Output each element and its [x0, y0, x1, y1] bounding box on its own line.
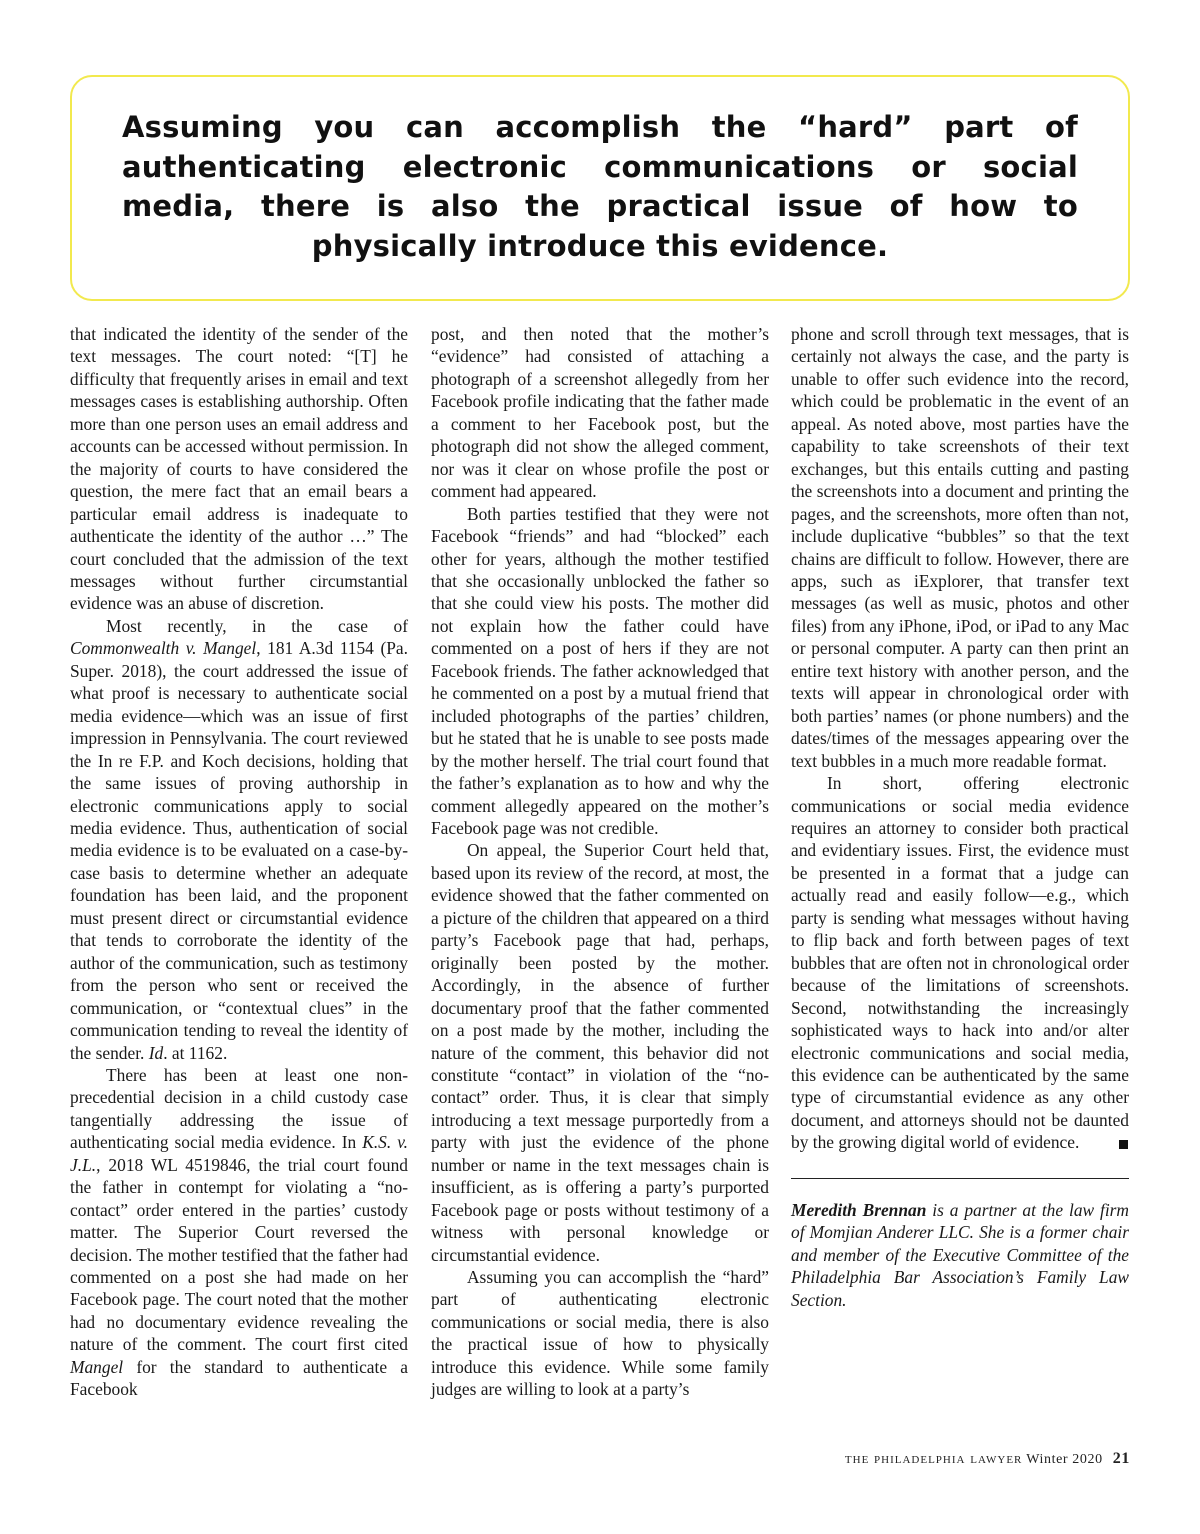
text-run: for the standard to authenticate a Facebook — [70, 1356, 408, 1400]
divider — [791, 1178, 1129, 1179]
paragraph — [70, 1064, 408, 1401]
paragraph: post, and then noted that the mother’s “evidence” had consisted of attaching a photograph of a screenshot allegedly from her Facebook profile indicating that the father made a comment to her Facebook post, but the photograph did not show the alleged comment, nor was it clear on whose profile the post or comment had appeared. — [431, 324, 769, 502]
end-mark-icon — [1119, 1140, 1128, 1149]
page-number: 21 — [1112, 1450, 1130, 1467]
text-run: , 2018 WL 4519846, the trial court found the father in contempt for violating a “no-contact” order entered in the parties’ custody matter. The Superior Court reversed the decision. The mother testified that the father had commented on a post she had made on her Facebook page. The court noted that the mother had no documentary evidence revealing the nature of the comment. The court first cited — [70, 1154, 408, 1355]
text-run: , 181 A.3d 1154 (Pa. Super. 2018), the court addressed the issue of what proof is necessary to authenticate social media evidence—which was an issue of first impression in Pennsylvania. The court reviewed the In re F.P. and Koch decisions, holding that the same issues of proving authorship in electronic communications apply to social media evidence. Thus, authentication of social media evidence is to be evaluated on a case-by-case basis to determine whether an adequate foundation has been laid, and the proponent must present direct or circumstantial evidence that tends to corroborate the identity of the author of the communication, such as testimony from the person who sent or received the communication, or “contextual clues” in the communication tending to reveal the identity of the sender. — [70, 638, 408, 1063]
author-name: Meredith Brennan — [791, 1199, 927, 1220]
paragraph: phone and scroll through text messages, that is certainly not always the case, and the party is unable to offer such evidence into the record, which could be problematic in the event of an appeal. As noted above, most parties have the capability to take screenshots of their text exchanges, but this entails cutting and pasting the screenshots into a document and printing the pages, and the screenshots, more often than not, include duplicative “bubbles” so that the text chains are difficult to follow. However, there are apps, such as iExplorer, that transfer text messages (as well as music, photos and other files) from any iPhone, iPod, or iPad to any Mac or personal computer. A party can then print an entire text history with another person, and the texts will appear in chronological order with both parties’ names (or phone numbers) and the dates/times of the messages appearing over the text bubbles in a much more readable format. — [791, 324, 1129, 771]
case-citation: Id — [148, 1042, 164, 1063]
column-3 — [791, 323, 1129, 1311]
text-run: In short, offering electronic communications or social media evidence requires an attorney to consider both practical and evidentiary issues. First, the evidence must be presented in a format that a judge can actually read and easily follow—e.g., which party is sending what messages without having to flip back and forth between pages of text bubbles that are often not in chronological order because of the limitations of screenshots. Second, notwithstanding the increasingly sophisticated ways to hack into and/or alter electronic communications and social media, this evidence can be authenticated by the same type of circumstantial evidence as any other document, and attorneys should not be daunted by the growing digital world of evidence. — [791, 773, 1129, 1153]
paragraph: On appeal, the Superior Court held that, based upon its review of the record, at most, the evidence showed that the father commented on a picture of the children that appeared on a third party’s Facebook page that had, perhaps, originally been posted by the mother. Accordingly, in the absence of further documentary proof that the father commented on a post made by the mother, including the nature of the comment, this behavior did not constitute “contact” in violation of the “no-contact” order. Thus, it is clear that simply introducing a text message purportedly from a party with just the evidence of the phone number or name in the text messages chain is insufficient, as is offering a party’s purported Facebook page or posts without testimony of a witness with personal knowledge or circumstantial evidence. — [431, 840, 769, 1265]
paragraph: Assuming you can accomplish the “hard” part of authenticating electronic communications or social media, there is also the practical issue of how to physically introduce this evidence. While some family judges are willing to look at a party’s — [431, 1267, 769, 1400]
paragraph — [791, 772, 1129, 1154]
text-run: There has been at least one non-precedential decision in a child custody case tangentially addressing the issue of authenticating social media evidence. In — [70, 1064, 408, 1153]
author-bio-text: is a partner at the law firm of Momjian Anderer LLC. She is a former chair and member of the Executive Committee of the Philadelphia Bar Association’s Family Law Section. — [791, 1199, 1129, 1310]
text-run: . at 1162. — [163, 1042, 228, 1063]
pull-quote-text: Assuming you can accomplish the “hard” part of authenticating electronic communications or social media, there is also the practical issue of how to physically introduce this evidence. — [122, 110, 1078, 263]
case-citation: Mangel — [70, 1356, 124, 1377]
paragraph: that indicated the identity of the sender of the text messages. The court noted: “[T] he difficulty that frequently arises in email and text messages cases is establishing authorship. Often more than one person uses an email address and accounts can be accessed without permission. In the majority of courts to have considered the question, the mere fact that an email bears a particular email address is inadequate to authenticate the identity of the author …” The court concluded that the admission of the text messages without further circumstantial evidence was an abuse of discretion. — [70, 324, 408, 614]
column-1 — [70, 323, 408, 1401]
text-run: Most recently, in the case of — [106, 615, 408, 636]
page-footer — [845, 1450, 1130, 1468]
case-citation: K.S. v. J.L. — [70, 1132, 408, 1175]
paragraph: Both parties testified that they were not Facebook “friends” and had “blocked” each other for years, although the mother testified that she occasionally unblocked the father so that she could view his posts. The mother did not explain how the father could have commented on a post of hers if they are not Facebook friends. The father acknowledged that he commented on a post by a mutual friend that included photographs of the parties’ children, but he stated that he is unable to see posts made by the mother herself. The trial court found that the father’s explanation as to how and why the comment allegedly appeared on the mother’s Facebook page was not credible. — [431, 503, 769, 838]
column-2 — [431, 323, 769, 1401]
author-bio — [791, 1199, 1129, 1311]
case-citation: Commonwealth v. Mangel — [70, 638, 257, 659]
paragraph — [70, 615, 408, 1064]
magazine-name: the philadelphia lawyer — [844, 1451, 1023, 1467]
issue-date: Winter 2020 — [1026, 1452, 1103, 1467]
pull-quote-box — [70, 75, 1130, 301]
